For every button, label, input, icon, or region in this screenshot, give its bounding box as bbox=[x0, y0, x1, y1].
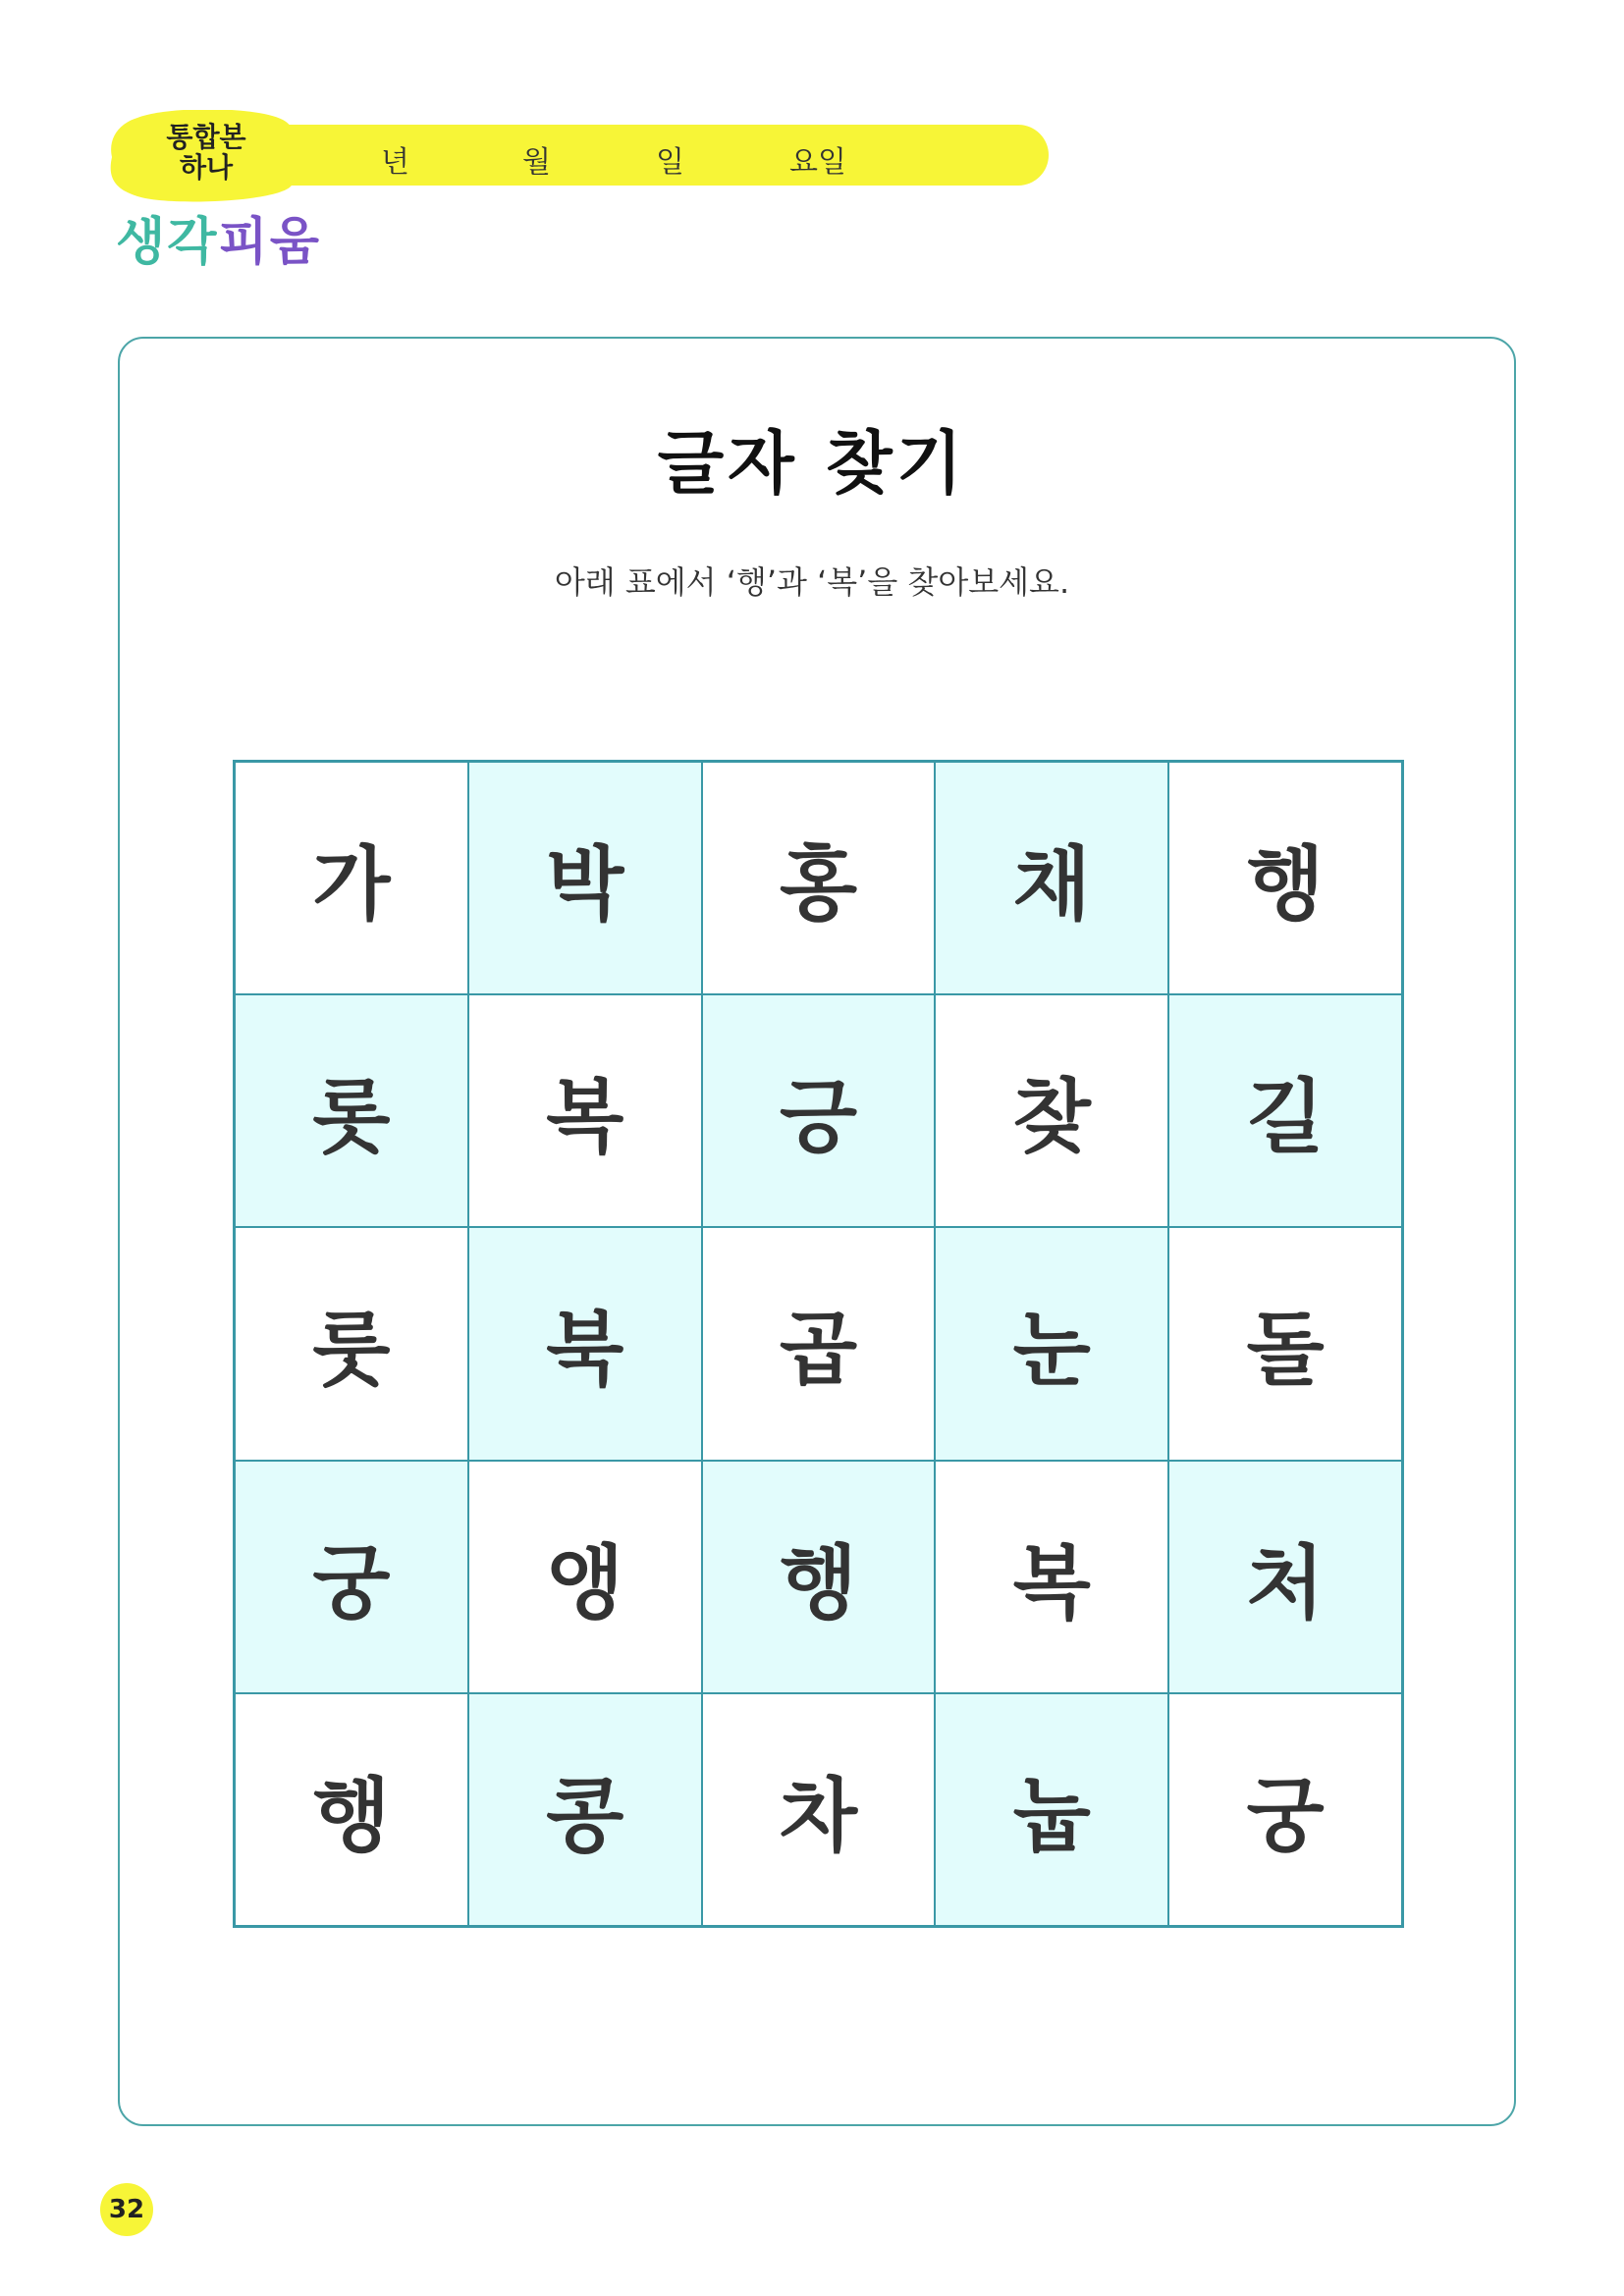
grid-cell[interactable]: 룻 bbox=[235, 1227, 468, 1460]
grid-cell[interactable]: 행 bbox=[1168, 762, 1402, 994]
instruction-text: 아래 표에서 ‘행’과 ‘복’을 찾아보세요. bbox=[554, 563, 1070, 601]
grid-cell[interactable]: 앵 bbox=[468, 1461, 702, 1693]
grid-cell[interactable]: 돌 bbox=[1168, 1227, 1402, 1460]
brand-logo bbox=[116, 208, 321, 277]
grid-cell[interactable]: 찾 bbox=[935, 994, 1168, 1227]
grid-cell[interactable]: 눕 bbox=[935, 1693, 1168, 1926]
grid-cell[interactable]: 가 bbox=[235, 762, 468, 994]
brand-part-1: 생각 bbox=[116, 213, 219, 272]
grid-cell[interactable]: 처 bbox=[1168, 1461, 1402, 1693]
brand-part-2: 피움 bbox=[218, 213, 321, 272]
grid-cell[interactable]: 복 bbox=[468, 994, 702, 1227]
grid-cell[interactable]: 홍 bbox=[702, 762, 936, 994]
grid-cell[interactable]: 롯 bbox=[235, 994, 468, 1227]
date-month-label: 월 bbox=[522, 145, 551, 180]
date-year-label: 년 bbox=[381, 145, 409, 180]
page-title: 글자 찾기 bbox=[657, 423, 967, 504]
grid-cell[interactable]: 콩 bbox=[468, 1693, 702, 1926]
badge-line-1: 통합본 bbox=[166, 121, 246, 153]
grid-cell[interactable]: 행 bbox=[702, 1461, 936, 1693]
page-number: 32 bbox=[100, 2183, 153, 2236]
grid-cell[interactable]: 북 bbox=[468, 1227, 702, 1460]
letter-grid bbox=[233, 760, 1404, 1928]
grid-cell[interactable]: 궁 bbox=[1168, 1693, 1402, 1926]
series-badge bbox=[108, 110, 304, 208]
grid-cell[interactable]: 곱 bbox=[702, 1227, 936, 1460]
grid-cell[interactable]: 길 bbox=[1168, 994, 1402, 1227]
grid-cell[interactable]: 차 bbox=[702, 1693, 936, 1926]
grid-cell[interactable]: 박 bbox=[468, 762, 702, 994]
grid-cell[interactable]: 궁 bbox=[235, 1461, 468, 1693]
date-weekday-label: 요일 bbox=[789, 145, 846, 180]
grid-cell[interactable]: 채 bbox=[935, 762, 1168, 994]
grid-cell[interactable]: 복 bbox=[935, 1461, 1168, 1693]
badge-text bbox=[108, 122, 304, 183]
date-bar bbox=[287, 125, 1049, 186]
grid-cell[interactable]: 눈 bbox=[935, 1227, 1168, 1460]
date-day-label: 일 bbox=[656, 145, 684, 180]
grid-cell[interactable]: 긍 bbox=[702, 994, 936, 1227]
badge-line-2: 하나 bbox=[179, 151, 234, 184]
grid-cell[interactable]: 행 bbox=[235, 1693, 468, 1926]
